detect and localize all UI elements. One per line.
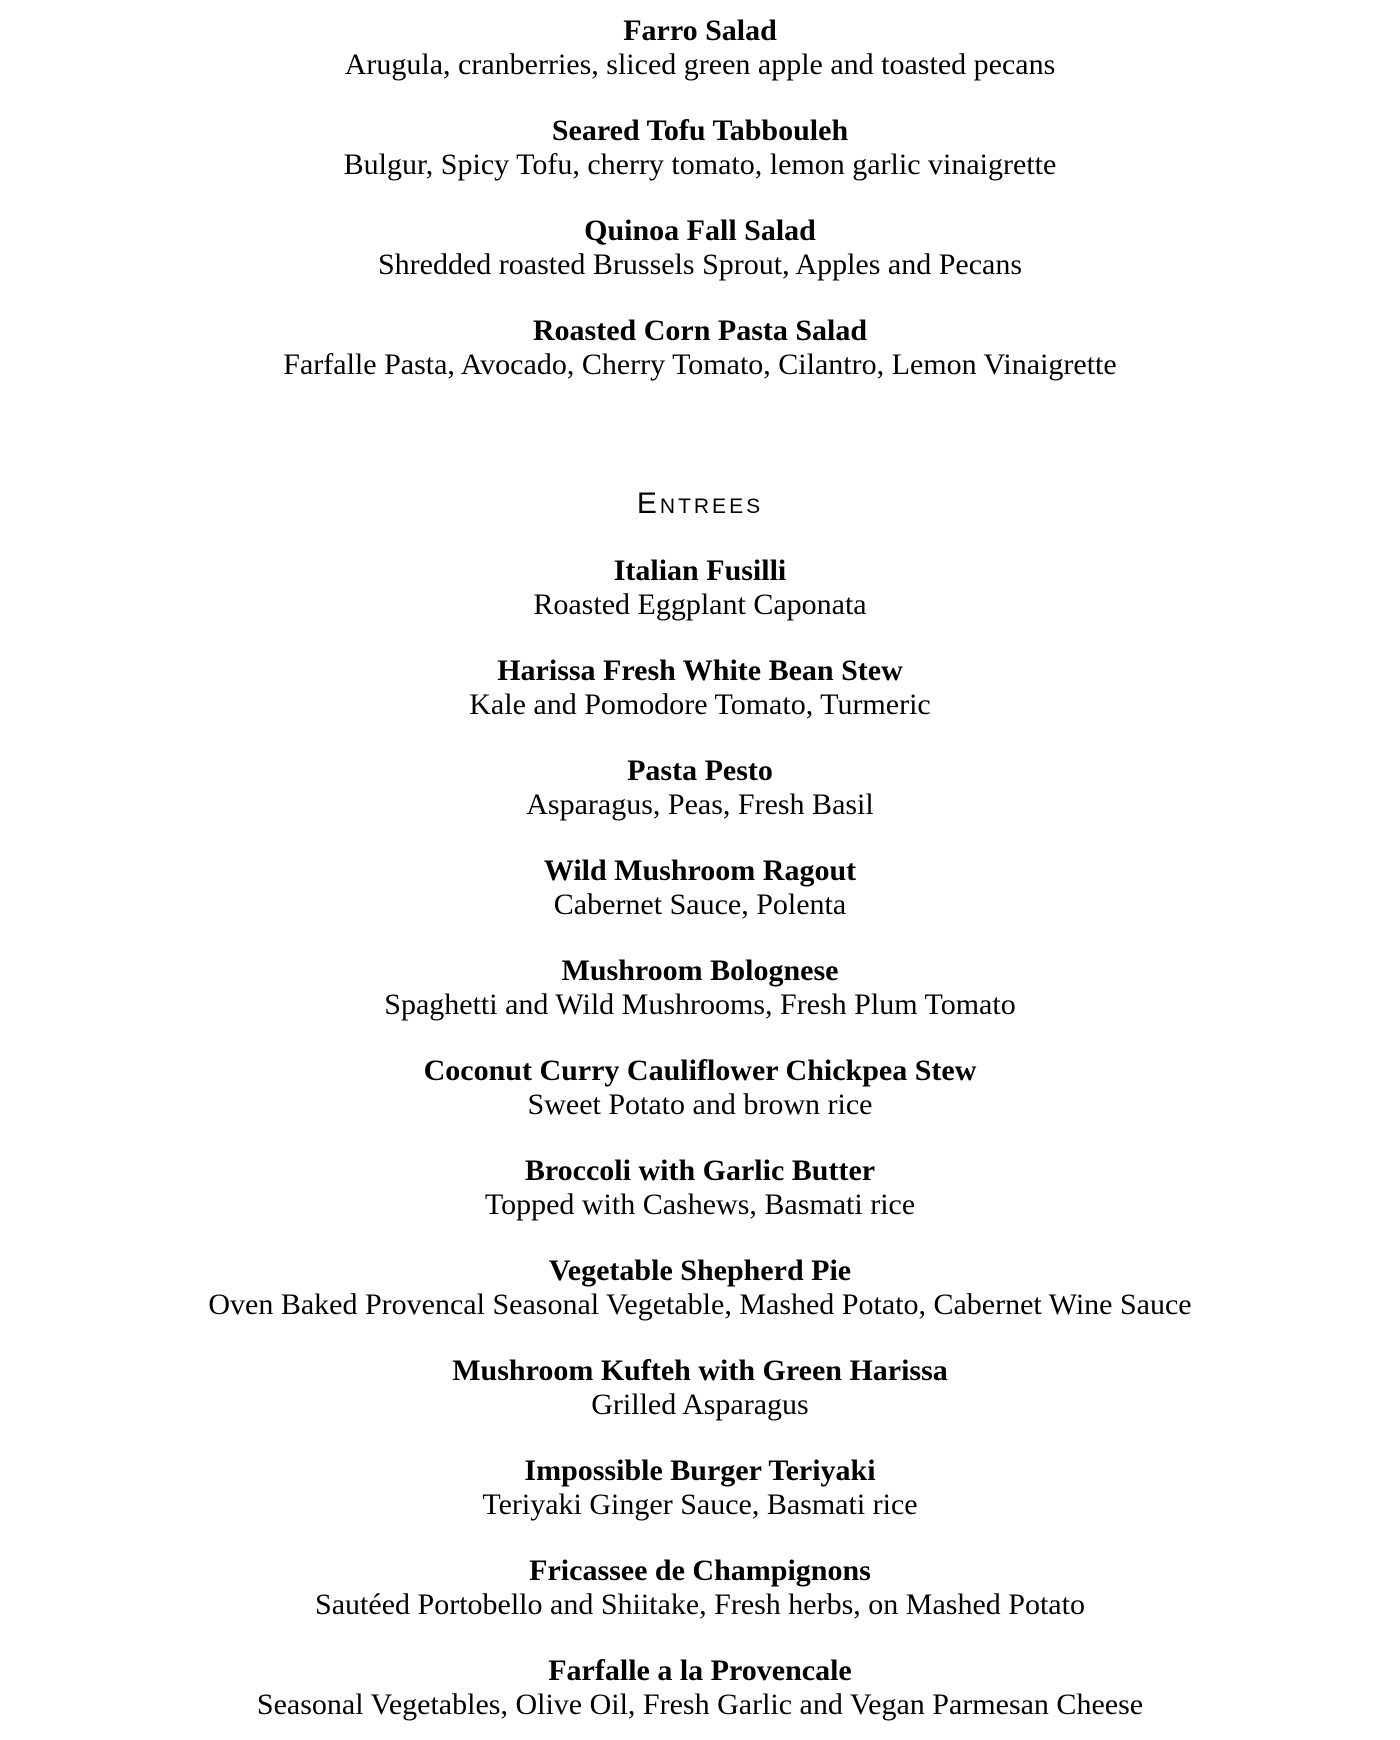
menu-item-name: Italian Fusilli [613, 554, 787, 587]
menu-item-description: Seasonal Vegetables, Olive Oil, Fresh Garlic and Vegan Parmesan Cheese [256, 1688, 1144, 1721]
menu-item [0, 854, 1400, 922]
menu-item-description: Bulgur, Spicy Tofu, cherry tomato, lemon garlic vinaigrette [343, 148, 1057, 181]
menu-item-description: Oven Baked Provencal Seasonal Vegetable, Mashed Potato, Cabernet Wine Sauce [208, 1288, 1192, 1321]
menu-item [0, 1354, 1400, 1422]
menu-item-name: Harissa Fresh White Bean Stew [497, 654, 903, 687]
menu-item-description: Cabernet Sauce, Polenta [553, 888, 847, 921]
menu-item-description: Sweet Potato and brown rice [527, 1088, 873, 1121]
entrees-section [0, 554, 1400, 1722]
menu-item-name: Fricassee de Champignons [529, 1554, 871, 1587]
menu-item-description: Shredded roasted Brussels Sprout, Apples and Pecans [377, 248, 1023, 281]
menu-item [0, 14, 1400, 82]
menu-item-description: Roasted Eggplant Caponata [533, 588, 867, 621]
menu-item-description: Sautéed Portobello and Shiitake, Fresh herbs, on Mashed Potato [315, 1588, 1085, 1621]
menu-item-name: Pasta Pesto [627, 754, 773, 787]
menu-item-name: Vegetable Shepherd Pie [548, 1254, 852, 1287]
menu-item-description: Asparagus, Peas, Fresh Basil [526, 788, 874, 821]
menu-item-name: Farfalle a la Provencale [548, 1654, 852, 1687]
menu-item-description: Kale and Pomodore Tomato, Turmeric [469, 688, 931, 721]
menu-item [0, 1454, 1400, 1522]
menu-item-description: Teriyaki Ginger Sauce, Basmati rice [482, 1488, 918, 1521]
menu-item-description: Arugula, cranberries, sliced green apple and toasted pecans [344, 48, 1056, 81]
menu-item-name: Seared Tofu Tabbouleh [551, 114, 849, 147]
menu-item-description: Farfalle Pasta, Avocado, Cherry Tomato, Cilantro, Lemon Vinaigrette [283, 348, 1117, 381]
menu-item-name: Broccoli with Garlic Butter [524, 1154, 876, 1187]
menu-item [0, 754, 1400, 822]
menu-item-name: Mushroom Kufteh with Green Harissa [452, 1354, 948, 1387]
menu-item [0, 214, 1400, 282]
menu-item-name: Mushroom Bolognese [561, 954, 839, 987]
menu-item [0, 554, 1400, 622]
menu-item [0, 114, 1400, 182]
menu-item [0, 1054, 1400, 1122]
menu-item [0, 1254, 1400, 1322]
menu-item-name: Farro Salad [623, 14, 777, 47]
menu-item [0, 1554, 1400, 1622]
menu-item-name: Coconut Curry Cauliflower Chickpea Stew [423, 1054, 977, 1087]
menu-item-name: Quinoa Fall Salad [584, 214, 816, 247]
menu-item-description: Grilled Asparagus [591, 1388, 809, 1421]
menu-item [0, 954, 1400, 1022]
menu-item [0, 654, 1400, 722]
menu-item-name: Impossible Burger Teriyaki [524, 1454, 876, 1487]
salads-section [0, 14, 1400, 382]
entrees-heading: Entrees [636, 487, 764, 520]
menu-item-name: Roasted Corn Pasta Salad [532, 314, 868, 347]
menu-item-description: Topped with Cashews, Basmati rice [484, 1188, 916, 1221]
menu-item [0, 1154, 1400, 1222]
menu-item-description: Spaghetti and Wild Mushrooms, Fresh Plum Tomato [384, 988, 1016, 1021]
menu-item-name: Wild Mushroom Ragout [543, 854, 857, 887]
menu-item [0, 1654, 1400, 1722]
menu-item [0, 314, 1400, 382]
